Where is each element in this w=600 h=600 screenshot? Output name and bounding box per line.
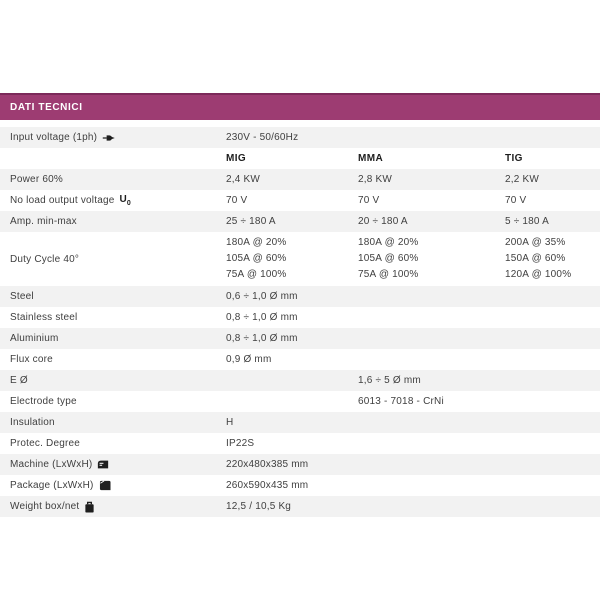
spec-row-duty-cycle (0, 232, 600, 286)
mig-value: H (226, 417, 234, 428)
spec-label: Duty Cycle 40° (10, 253, 80, 265)
spec-label: Aluminium (10, 333, 59, 344)
package-icon (99, 480, 111, 491)
mig-value: 25 ÷ 180 A (226, 216, 276, 227)
spec-row-steel (0, 286, 600, 307)
dati-tecnici-table (0, 127, 600, 517)
spec-row-amp-range (0, 211, 600, 232)
spec-label: Steel (10, 291, 34, 302)
spec-row-insulation (0, 412, 600, 433)
spec-row-no-load-voltage (0, 190, 600, 211)
mig-value: 230V - 50/60Hz (226, 132, 299, 143)
spec-row-aluminium (0, 328, 600, 349)
tig-value: 2,2 KW (505, 174, 539, 185)
mig-value: 0,9 Ø mm (226, 354, 272, 365)
spec-row-electrode-diameter (0, 370, 600, 391)
spec-label: Machine (LxWxH) (10, 459, 93, 470)
spec-row-weight (0, 496, 600, 517)
mma-value: 20 ÷ 180 A (358, 216, 408, 227)
column-header-mig: MIG (226, 153, 247, 164)
spec-label: Electrode type (10, 396, 77, 407)
mma-value: 2,8 KW (358, 174, 392, 185)
spec-label: Stainless steel (10, 312, 78, 323)
column-header-tig: TIG (505, 153, 523, 164)
mig-value: IP22S (226, 438, 255, 449)
spec-row-machine-dimensions (0, 454, 600, 475)
spec-label: Package (LxWxH) (10, 480, 94, 491)
mig-value: 260x590x435 mm (226, 480, 309, 491)
section-title: DATI TECNICI (10, 102, 83, 113)
spec-label: Input voltage (1ph) (10, 132, 98, 143)
mma-value: 6013 - 7018 - CrNi (358, 396, 444, 407)
spec-row-stainless-steel (0, 307, 600, 328)
spec-label: Amp. min-max (10, 216, 77, 227)
spec-label: Flux core (10, 354, 53, 365)
spec-row-package-dimensions (0, 475, 600, 496)
mig-value: 0,8 ÷ 1,0 Ø mm (226, 312, 298, 323)
mma-value: 1,6 ÷ 5 Ø mm (358, 375, 421, 386)
tig-value: 70 V (505, 195, 527, 206)
weight-icon (84, 501, 95, 513)
column-header-mma: MMA (358, 153, 384, 164)
mma-value: 180A @ 20% 105A @ 60% 75A @ 100% (358, 237, 419, 280)
spec-row-electrode-type (0, 391, 600, 412)
tig-value: 200A @ 35% 150A @ 60% 120A @ 100% (505, 237, 572, 280)
spec-label: Insulation (10, 417, 55, 428)
spec-label: Protec. Degree (10, 438, 81, 449)
spec-label: E Ø (10, 375, 28, 386)
plug-icon (102, 133, 119, 143)
mig-value: 2,4 KW (226, 174, 260, 185)
mig-value: 12,5 / 10,5 Kg (226, 501, 292, 512)
tig-value: 5 ÷ 180 A (505, 216, 549, 227)
spec-label: Power 60% (10, 174, 63, 185)
spec-label: No load output voltage (10, 195, 115, 206)
spec-row-power (0, 169, 600, 190)
column-header-row (0, 148, 600, 169)
spec-row-protection-degree (0, 433, 600, 454)
mma-value: 70 V (358, 195, 380, 206)
mig-value: 0,6 ÷ 1,0 Ø mm (226, 291, 298, 302)
section-header-bar (0, 95, 600, 120)
spec-label: Weight box/net (10, 501, 80, 512)
machine-icon (97, 459, 109, 470)
spec-row-flux-core (0, 349, 600, 370)
mig-value: 180A @ 20% 105A @ 60% 75A @ 100% (226, 237, 287, 280)
mig-value: 0,8 ÷ 1,0 Ø mm (226, 333, 298, 344)
u0-symbol: $U_0$ (119, 194, 131, 207)
mig-value: 220x480x385 mm (226, 459, 309, 470)
spec-row-input-voltage (0, 127, 600, 148)
mig-value: 70 V (226, 195, 248, 206)
